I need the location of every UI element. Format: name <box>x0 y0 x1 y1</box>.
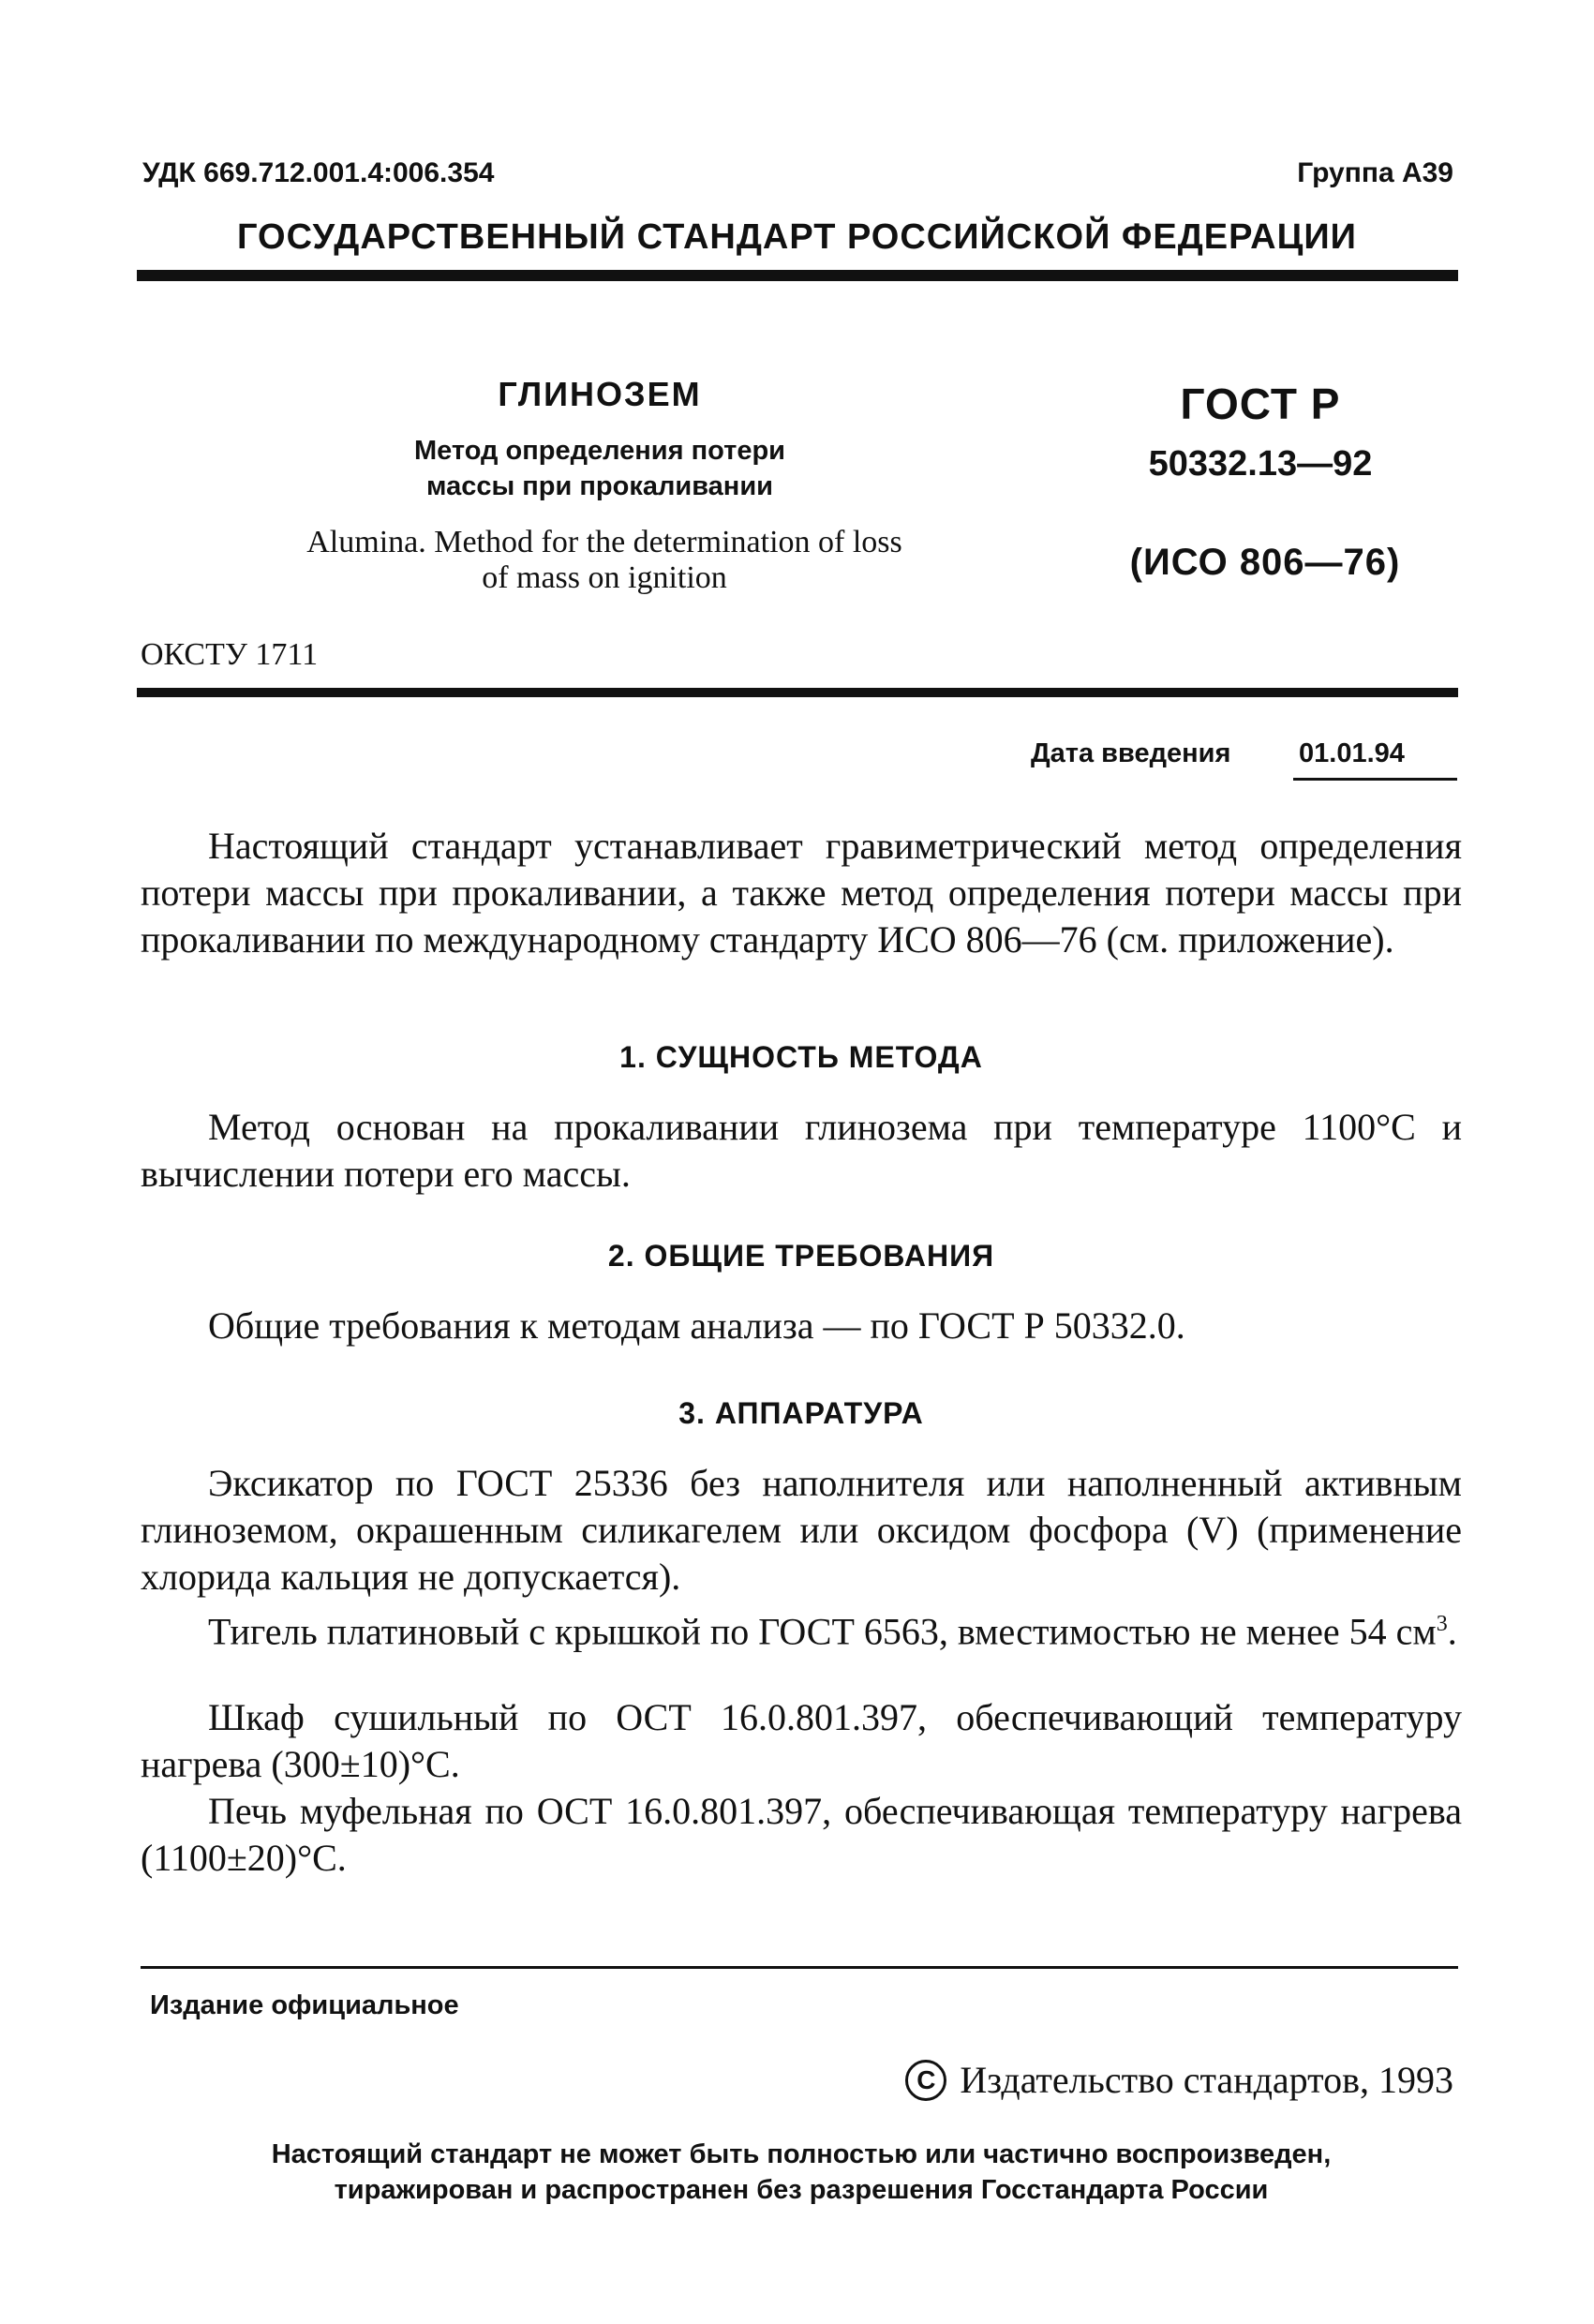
section-3-heading: 3. АППАРАТУРА <box>678 1396 924 1430</box>
gost-number: 50332.13—92 <box>1148 444 1373 484</box>
title-en-line-2: of mass on ignition <box>482 560 727 595</box>
footer-divider <box>141 1966 1458 1969</box>
crucible-text: Тигель платиновый с крышкой по ГОСТ 6563, вместимостью не менее 54 см <box>208 1610 1437 1653</box>
superscript-3: 3 <box>1436 1612 1448 1636</box>
notice-line-1: Настоящий стандарт не может быть полностью или частично воспроизведен, <box>271 2139 1332 2169</box>
crucible-text-end: . <box>1447 1610 1457 1653</box>
reproduction-notice <box>141 2137 1462 2208</box>
gost-label: ГОСТ Р <box>1180 380 1341 428</box>
date-label: Дата введения <box>1031 738 1231 768</box>
thick-divider-top <box>137 270 1458 281</box>
title-en-line-1: Alumina. Method for the determination of loss <box>306 525 902 559</box>
state-standard-heading: ГОСУДАРСТВЕННЫЙ СТАНДАРТ РОССИЙСКОЙ ФЕДЕРАЦИИ <box>237 217 1357 257</box>
copyright-line <box>905 2058 1453 2102</box>
okstu-code: ОКСТУ 1711 <box>141 637 319 672</box>
section-3-paragraph-muffle-furnace: Печь муфельная по ОСТ 16.0.801.397, обеспечивающая температуру нагрева (1100±20)°С. <box>141 1790 1462 1879</box>
iso-reference: (ИСО 806—76) <box>1129 542 1401 583</box>
section-1-text: Метод основан на прокаливании глинозема при температуре 1100°С и вычислении потери его массы. <box>141 1106 1462 1195</box>
edition-label: Издание официальное <box>150 1990 459 2020</box>
copyright-text: Издательство стандартов, 1993 <box>960 2059 1453 2101</box>
date-underline <box>1293 778 1457 781</box>
section-3-paragraph-drying-oven: Шкаф сушильный по ОСТ 16.0.801.397, обеспечивающий температуру нагрева (300±10)°С. <box>141 1696 1462 1785</box>
section-2-text: Общие требования к методам анализа — по ГОСТ Р 50332.0. <box>208 1304 1185 1347</box>
document-title-ru: ГЛИНОЗЕМ <box>498 375 702 413</box>
document-title-en <box>216 525 993 596</box>
section-3-paragraph-desiccator: Эксикатор по ГОСТ 25336 без наполнителя или наполненный активным глиноземом, окрашенным силикагелем или оксидом фосфора (V) (применение хлорида кальция не допускается). <box>141 1462 1462 1598</box>
thick-divider-middle <box>137 688 1458 697</box>
subtitle-ru-line-2: массы при прокаливании <box>426 471 773 501</box>
section-2-heading: 2. ОБЩИЕ ТРЕБОВАНИЯ <box>607 1239 995 1273</box>
udk-code: УДК 669.712.001.4:006.354 <box>142 157 495 188</box>
section-3-paragraph-crucible <box>141 1601 1462 1655</box>
section-1-heading: 1. СУЩНОСТЬ МЕТОДА <box>619 1040 983 1074</box>
group-code: Группа А39 <box>1297 157 1453 188</box>
intro-paragraph: Настоящий стандарт устанавливает гравиметрический метод определения потери массы при прокаливании, а также метод определения потери массы при прокаливании по международному стандарту ИСО 806—76 (см. приложение). <box>141 825 1462 961</box>
copyright-icon: С <box>905 2060 946 2101</box>
subtitle-ru-line-1: Метод определения потери <box>413 436 785 466</box>
date-value: 01.01.94 <box>1299 738 1405 768</box>
notice-line-2: тиражирован и распространен без разрешения Госстандарта России <box>334 2175 1269 2205</box>
document-subtitle-ru <box>375 433 825 504</box>
